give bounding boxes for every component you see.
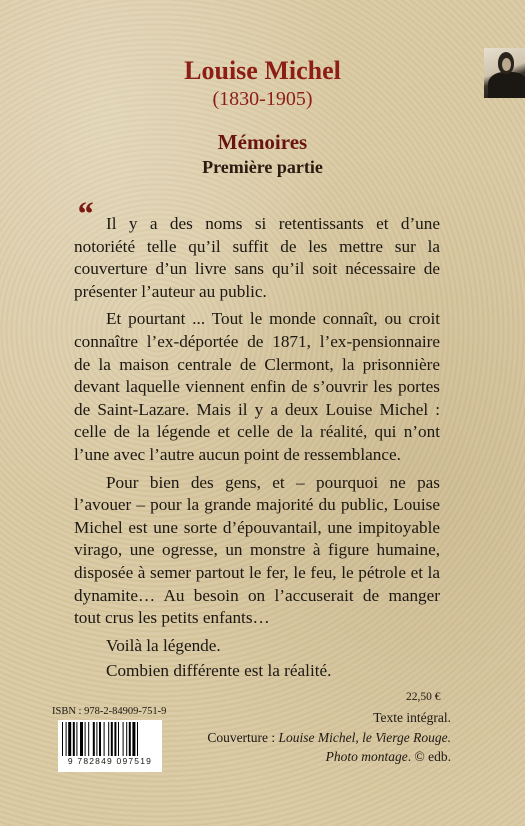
blurb-paragraph-3: Pour bien des gens, et – pourquoi ne pas l’avouer – pour la grande majorité du public, Louise Michel est une sorte d’épouvantail, une impitoyable virago, une ogresse, un monstre à figure humaine, disposée à semer partout le fer, le feu, le pétrole et la dynamite… Au besoin on l’accuserait de manger tout crus les petits enfants… xyxy=(74,472,440,628)
integral-text-label: Texte intégral. xyxy=(373,710,451,725)
isbn-label: ISBN : 978-2-84909-751-9 xyxy=(52,706,167,717)
cover-credit xyxy=(200,728,451,766)
blurb-paragraph-4: Voilà la légende. xyxy=(106,635,221,655)
cover-credit-work: Louise Michel, le Vierge Rouge. xyxy=(278,730,451,745)
blurb-paragraph-1: Il y a des noms si retentissants et d’une notoriété telle qu’il suffit de les mettre sur la couverture d’un livre sans qu’il soit nécessaire de présenter l’auteur au public. xyxy=(74,214,440,301)
author-name: Louise Michel xyxy=(184,56,341,85)
blurb-paragraph-5: Combien différente est la réalité. xyxy=(106,661,332,681)
price-label: 22,50 € xyxy=(406,691,441,703)
blurb-paragraph-2: Et pourtant ... Tout le monde connaît, ou croit connaître l’ex-déportée de 1871, l’ex-pensionnaire de la maison centrale de Clermont, la prisonnière devant laquelle viennent enfin de s’ouvrir les portes de Saint-Lazare. Mais il y a deux Louise Michel : celle de la légende et celle de la réalité, qui n’ont l’une avec l’autre aucun point de ressemblance. xyxy=(74,309,440,464)
book-title: Mémoires xyxy=(217,130,308,154)
book-subtitle: Première partie xyxy=(202,157,323,177)
cover-credit-photo: Photo montage xyxy=(325,749,408,764)
author-dates: (1830-1905) xyxy=(212,88,313,110)
barcode-number: 9 782849 097519 xyxy=(58,756,162,766)
blurb-text xyxy=(74,213,440,686)
opening-quote-mark: “ xyxy=(76,196,93,233)
cover-credit-suffix: . © edb. xyxy=(407,749,451,764)
cover-credit-prefix: Couverture : xyxy=(207,730,279,745)
